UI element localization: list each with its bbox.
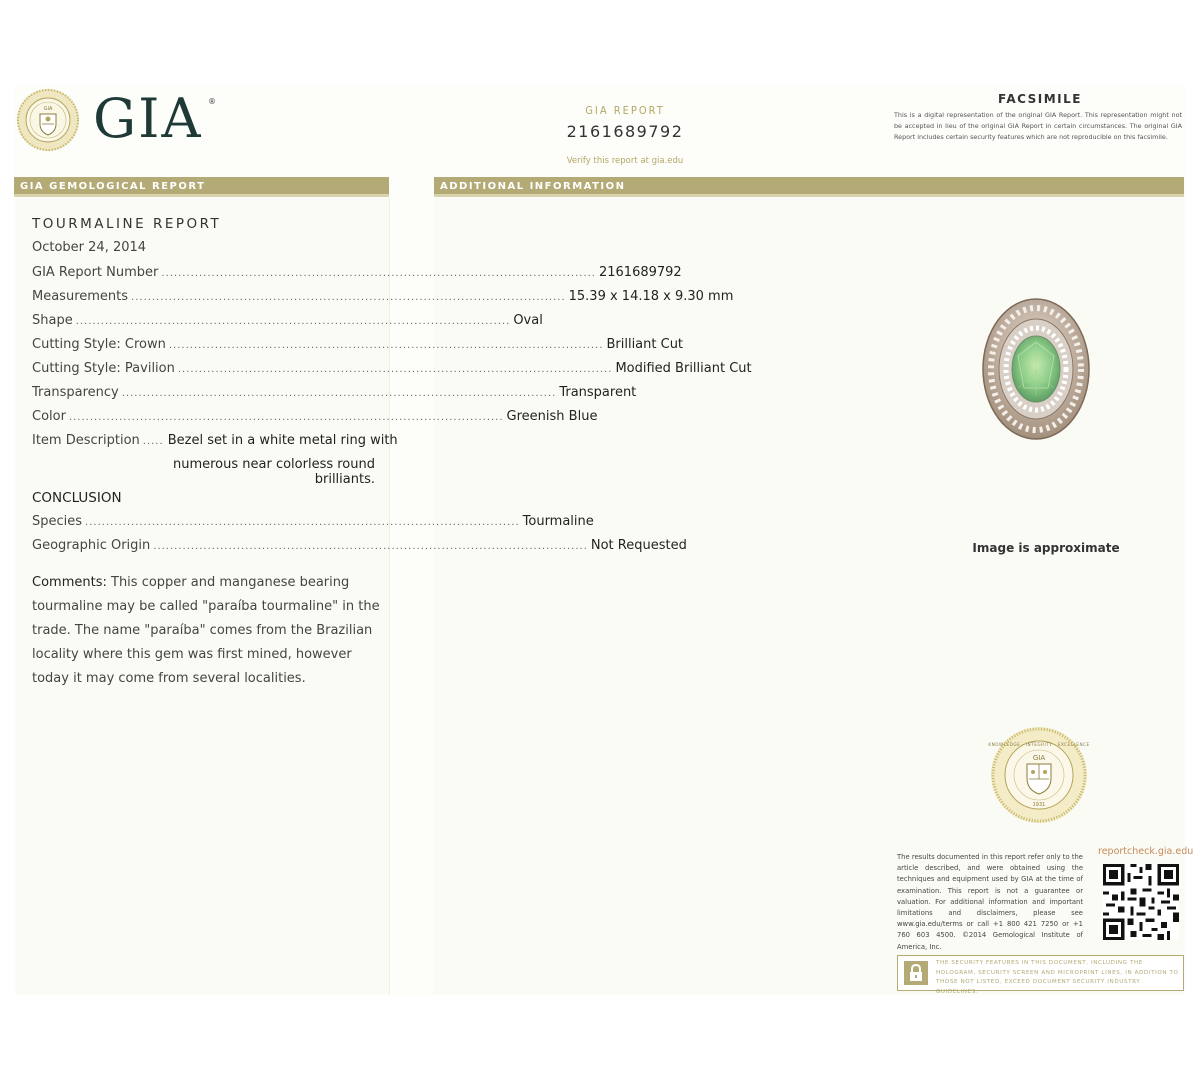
dot-leader: ........................................................................................................ bbox=[168, 340, 604, 351]
row-value: Not Requested bbox=[590, 538, 687, 553]
row-label: Measurements bbox=[32, 289, 129, 304]
conclusion-title: CONCLUSION bbox=[32, 490, 122, 506]
row-value: Transparent bbox=[559, 385, 637, 400]
gia-logo-text: GIA bbox=[93, 87, 203, 150]
row-cutting-style-crown bbox=[32, 337, 684, 357]
row-color bbox=[32, 409, 598, 429]
svg-text:1931: 1931 bbox=[1032, 802, 1046, 808]
row-value: Modified Brilliant Cut bbox=[615, 361, 752, 376]
dot-leader: ........................................................................................................ bbox=[131, 292, 566, 303]
svg-text:GIA: GIA bbox=[43, 106, 53, 112]
row-label: Geographic Origin bbox=[32, 538, 151, 553]
registered-mark: ® bbox=[208, 97, 216, 106]
row-label: Item Description bbox=[32, 433, 140, 448]
gia-integrity-seal-icon bbox=[990, 726, 1088, 824]
section-bar-additional-information: ADDITIONAL INFORMATION bbox=[434, 177, 1184, 197]
comments-label: Comments: bbox=[32, 575, 107, 590]
row-value: 15.39 x 14.18 x 9.30 mm bbox=[568, 289, 734, 304]
row-label: Transparency bbox=[32, 385, 119, 400]
image-caption: Image is approximate bbox=[972, 541, 1120, 555]
comments-block bbox=[32, 571, 382, 691]
row-value: Oval bbox=[513, 313, 543, 328]
security-notice-box bbox=[897, 955, 1184, 995]
dot-leader: ........................................................................................................ bbox=[153, 541, 588, 552]
facsimile-title: FACSIMILE bbox=[998, 92, 1082, 106]
dot-leader: ........................................................................................................ bbox=[121, 388, 557, 399]
qr-code[interactable] bbox=[1103, 864, 1179, 940]
row-label: Shape bbox=[32, 313, 73, 328]
row-label: GIA Report Number bbox=[32, 265, 159, 280]
svg-text:KNOWLEDGE · INTEGRITY · EXCELL: KNOWLEDGE · INTEGRITY · EXCELLENCE bbox=[988, 742, 1090, 747]
report-label: GIA REPORT bbox=[585, 104, 665, 117]
row-value: Bezel set in a white metal ring with bbox=[167, 433, 398, 448]
row-report-number bbox=[32, 265, 682, 285]
dot-leader: ........................................................................................................ bbox=[75, 316, 511, 327]
row-measurements bbox=[32, 289, 734, 309]
ring-image bbox=[980, 296, 1092, 446]
verify-link[interactable]: Verify this report at gia.edu bbox=[566, 156, 684, 166]
dot-leader: ..... bbox=[142, 436, 164, 447]
row-label: Color bbox=[32, 409, 66, 424]
row-value: 2161689792 bbox=[598, 265, 682, 280]
row-label: Species bbox=[32, 514, 83, 529]
section-bar-gemological-report: GIA GEMOLOGICAL REPORT bbox=[14, 177, 389, 197]
comments-text: This copper and manganese bearing tourmaline may be called "paraíba tourmaline" in the trade. The name "paraíba" comes from the Brazilian locality where this gem was first mined, however today it may come from several localities. bbox=[32, 575, 380, 686]
row-species bbox=[32, 514, 594, 534]
row-label: Cutting Style: Crown bbox=[32, 337, 166, 352]
row-label: Cutting Style: Pavilion bbox=[32, 361, 175, 376]
row-cutting-style-pavilion bbox=[32, 361, 752, 381]
report-title: TOURMALINE REPORT bbox=[32, 216, 222, 232]
svg-text:GIA: GIA bbox=[1032, 754, 1046, 762]
dot-leader: ........................................................................................................ bbox=[68, 412, 504, 423]
row-item-description bbox=[32, 433, 398, 453]
lock-icon bbox=[904, 961, 928, 985]
dot-leader: ........................................................................................................ bbox=[177, 364, 613, 375]
disclaimer-text: The results documented in this report refer only to the article described, and were obtained using the techniques and equipment used by GIA at the time of examination. This report is not a guarantee or valuation. For additional information and important limitations and disclaimers, please see www.gia.edu/terms or call +1 800 421 7250 or +1 760 603 4500. ©2014 Gemological Institute of America, Inc. bbox=[897, 853, 1083, 951]
facsimile-notice: This is a digital representation of the original GIA Report. This representation might not be accepted in lieu of the original GIA Report in certain circumstances. The original GIA Report includes certain security features which are not reproducible on this facsimile. bbox=[894, 111, 1182, 141]
dot-leader: ........................................................................................................ bbox=[85, 517, 520, 528]
row-value: Greenish Blue bbox=[506, 409, 598, 424]
row-value: Brilliant Cut bbox=[606, 337, 684, 352]
dot-leader: ........................................................................................................ bbox=[161, 268, 596, 279]
row-geographic-origin bbox=[32, 538, 687, 558]
report-date: October 24, 2014 bbox=[32, 240, 147, 255]
report-number: 2161689792 bbox=[566, 122, 684, 141]
row-transparency bbox=[32, 385, 637, 405]
reportcheck-link[interactable]: reportcheck.gia.edu bbox=[1098, 846, 1194, 857]
row-shape bbox=[32, 313, 543, 333]
row-value: Tourmaline bbox=[522, 514, 594, 529]
item-description-continued: numerous near colorless round brilliants. bbox=[172, 457, 375, 487]
gia-seal-icon bbox=[16, 88, 80, 152]
security-notice-text: THE SECURITY FEATURES IN THIS DOCUMENT, INCLUDING THE HOLOGRAM, SECURITY SCREEN AND MICROPRINT LINES, IN ADDITION TO THOSE NOT LISTED, EXCEED DOCUMENT SECURITY INDUSTRY GUIDELINES. bbox=[936, 960, 1179, 995]
